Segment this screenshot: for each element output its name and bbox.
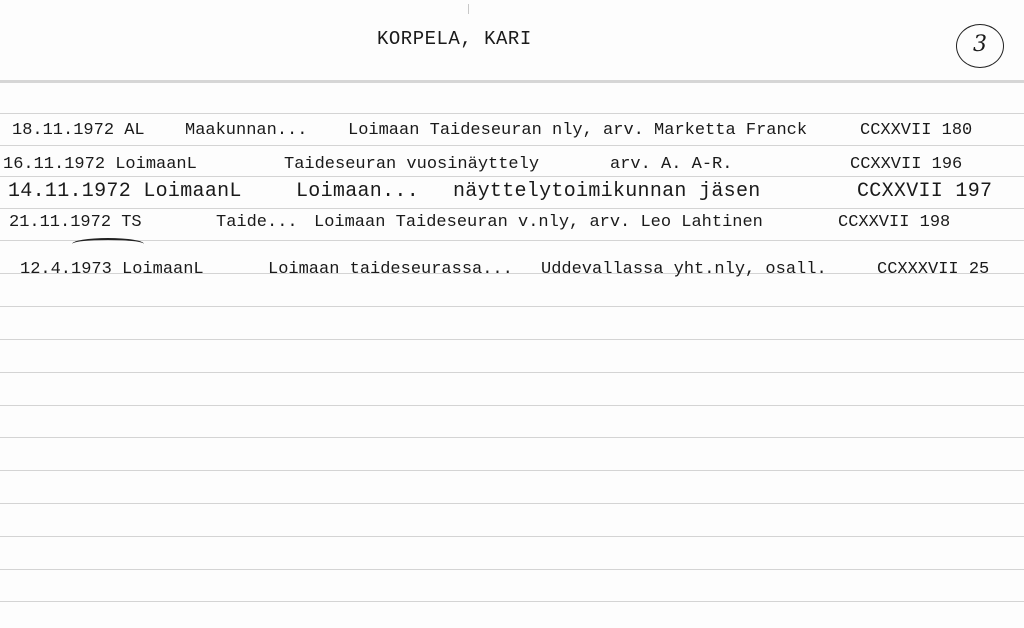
ruled-line xyxy=(0,470,1024,471)
ruled-line xyxy=(0,372,1024,373)
entry-date-source: 18.11.1972 AL xyxy=(12,121,145,140)
entry-description: Loimaan Taideseuran nly, arv. Marketta Franck xyxy=(348,121,808,140)
entry-reference: CCXXXVII 25 xyxy=(877,260,990,279)
entry-title: Taideseuran vuosinäyttely xyxy=(284,155,540,174)
ruled-line xyxy=(0,240,1024,241)
entry-reference: CCXXVII 196 xyxy=(850,155,963,174)
entry-description: näyttelytoimikunnan jäsen xyxy=(453,180,761,203)
card-number-circle: 3 xyxy=(956,24,1004,68)
entry-description: arv. A. A-R. xyxy=(610,155,733,174)
ruled-line xyxy=(0,405,1024,406)
ruled-line xyxy=(0,503,1024,504)
ruled-line xyxy=(0,113,1024,114)
ruled-line xyxy=(0,601,1024,602)
entry-date-source: 12.4.1973 LoimaanL xyxy=(20,260,204,279)
entry-reference: CCXXVII 197 xyxy=(857,180,993,203)
entry-title: Loimaan taideseurassa... xyxy=(268,260,513,279)
entry-date-source: 16.11.1972 LoimaanL xyxy=(3,155,197,174)
ruled-line xyxy=(0,339,1024,340)
ruled-line xyxy=(0,536,1024,537)
header-divider xyxy=(0,80,1024,83)
ruled-line xyxy=(0,569,1024,570)
entry-date-source: 14.11.1972 LoimaanL xyxy=(8,180,242,203)
ruled-line xyxy=(0,306,1024,307)
entry-title: Loimaan... xyxy=(296,180,420,203)
ruled-line xyxy=(0,145,1024,146)
ruled-line xyxy=(0,437,1024,438)
entry-description: Uddevallassa yht.nly, osall. xyxy=(541,260,827,279)
punch-mark xyxy=(468,4,475,14)
card-heading-name: KORPELA, KARI xyxy=(377,28,532,50)
ruled-line xyxy=(0,176,1024,177)
entry-reference: CCXXVII 198 xyxy=(838,213,951,232)
ruled-line xyxy=(0,208,1024,209)
entry-description: Loimaan Taideseuran v.nly, arv. Leo Lahtinen xyxy=(314,213,763,232)
entry-title: Taide... xyxy=(216,213,298,232)
entry-title: Maakunnan... xyxy=(185,121,308,140)
entry-date-source: 21.11.1972 TS xyxy=(9,213,142,232)
handwritten-underline-mark xyxy=(72,238,144,250)
entry-reference: CCXXVII 180 xyxy=(860,121,973,140)
